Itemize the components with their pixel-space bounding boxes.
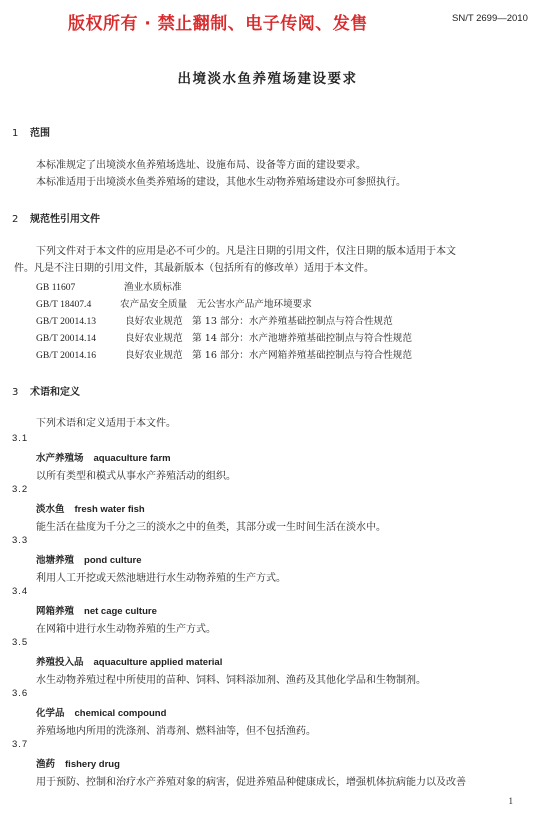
reference-item — [36, 279, 182, 293]
term-english: chemical compound — [74, 708, 167, 719]
section-number: 1 — [12, 128, 19, 139]
section-number: 3 — [12, 387, 19, 398]
page-number: 1 — [508, 796, 513, 806]
reference-title: 渔业水质标准 — [124, 282, 182, 293]
references-intro-line-2: 件。凡是不注日期的引用文件，其最新版本（包括所有的修改单）适用于本文件。 — [14, 263, 374, 274]
term-number: 3.6 — [12, 688, 29, 699]
section-heading-terms — [12, 383, 80, 398]
term-heading — [36, 654, 222, 668]
scope-paragraph-2: 本标准适用于出境淡水鱼类养殖场的建设，其他水生动物养殖场建设亦可参照执行。 — [36, 177, 406, 188]
term-number: 3.4 — [12, 586, 29, 597]
reference-title: 良好农业规范 第 16 部分：水产网箱养殖基础控制点与符合性规范 — [125, 350, 412, 361]
term-heading — [36, 450, 171, 464]
term-english: aquaculture farm — [93, 453, 171, 464]
references-intro-line-1: 下列文件对于本文件的应用是必不可少的。凡是注日期的引用文件，仅注日期的版本适用于本文 — [36, 246, 456, 257]
term-heading — [36, 705, 166, 719]
reference-item — [36, 347, 412, 361]
section-title: 术语和定义 — [30, 387, 80, 398]
reference-item — [36, 313, 393, 327]
copyright-watermark: 版权所有 · 禁止翻制、电子传阅、发售 — [68, 14, 368, 34]
term-english: fresh water fish — [74, 504, 145, 515]
reference-title: 农产品安全质量 无公害水产品产地环境要求 — [120, 299, 312, 310]
term-number: 3.7 — [12, 739, 29, 750]
section-title: 规范性引用文件 — [30, 214, 100, 225]
term-definition: 在网箱中进行水生动物养殖的生产方式。 — [36, 624, 216, 635]
term-heading — [36, 552, 142, 566]
term-number: 3.3 — [12, 535, 29, 546]
reference-title: 良好农业规范 第 13 部分：水产养殖基础控制点与符合性规范 — [125, 316, 393, 327]
reference-item — [36, 330, 412, 344]
term-heading — [36, 501, 145, 515]
references-intro-paragraph — [14, 243, 525, 277]
reference-code: GB/T 20014.16 — [36, 350, 97, 361]
term-english: fishery drug — [65, 759, 120, 770]
term-number: 3.2 — [12, 484, 29, 495]
reference-title: 良好农业规范 第 14 部分：水产池塘养殖基础控制点与符合性规范 — [125, 333, 412, 344]
term-name: 池塘养殖 — [36, 555, 75, 566]
term-name: 渔药 — [36, 759, 56, 770]
reference-code: GB/T 20014.14 — [36, 333, 97, 344]
term-name: 网箱养殖 — [36, 606, 75, 617]
term-english: aquaculture applied material — [93, 657, 223, 668]
term-name: 水产养殖场 — [36, 453, 84, 464]
term-heading — [36, 603, 157, 617]
section-heading-references — [12, 210, 100, 225]
reference-item — [36, 296, 312, 310]
document-title: 出境淡水鱼养殖场建设要求 — [177, 71, 358, 87]
section-heading-scope — [12, 124, 50, 139]
standard-code: SN/T 2699—2010 — [452, 13, 528, 24]
reference-code: GB/T 20014.13 — [36, 316, 97, 327]
term-english: pond culture — [84, 555, 142, 566]
term-definition: 用于预防、控制和治疗水产养殖对象的病害，促进养殖品种健康成长，增强机体抗病能力以及改善 — [36, 777, 466, 788]
terms-intro-paragraph: 下列术语和定义适用于本文件。 — [36, 418, 176, 429]
section-title: 范围 — [30, 128, 50, 139]
term-definition: 能生活在盐度为千分之三的淡水之中的鱼类，其部分或一生时间生活在淡水中。 — [36, 522, 386, 533]
term-name: 淡水鱼 — [36, 504, 65, 515]
term-number: 3.1 — [12, 433, 29, 444]
scope-paragraph-1: 本标准规定了出境淡水鱼养殖场选址、设施布局、设备等方面的建设要求。 — [36, 160, 366, 171]
term-definition: 水生动物养殖过程中所使用的苗种、饲料、饲料添加剂、渔药及其他化学品和生物制剂。 — [36, 675, 426, 686]
term-name: 化学品 — [36, 708, 65, 719]
section-number: 2 — [12, 214, 19, 225]
term-heading — [36, 756, 120, 770]
term-definition: 以所有类型和模式从事水产养殖活动的组织。 — [36, 471, 236, 482]
reference-code: GB/T 18407.4 — [36, 299, 92, 310]
term-number: 3.5 — [12, 637, 29, 648]
term-english: net cage culture — [84, 606, 157, 617]
term-definition: 利用人工开挖或天然池塘进行水生动物养殖的生产方式。 — [36, 573, 286, 584]
term-name: 养殖投入品 — [36, 657, 84, 668]
reference-code: GB 11607 — [36, 282, 76, 293]
term-definition: 养殖场地内所用的洗涤剂、消毒剂、燃料油等，但不包括渔药。 — [36, 726, 316, 737]
